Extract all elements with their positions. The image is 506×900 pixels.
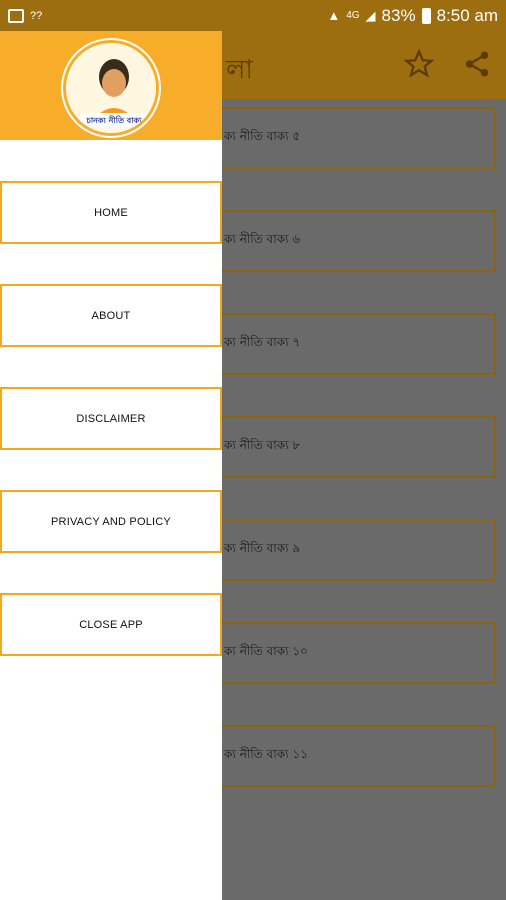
- chanakya-portrait-icon: [66, 43, 159, 136]
- menu-home-button[interactable]: HOME: [0, 181, 222, 244]
- list-item[interactable]: ক্য নীতি বাক্য ১০: [150, 622, 496, 684]
- list-item[interactable]: ক্য নীতি বাক্য ১১: [150, 725, 496, 787]
- signal-icon: ▲: [327, 8, 341, 23]
- list-item[interactable]: ক্য নীতি বাক্য ৫: [150, 107, 496, 169]
- menu-close-app-button[interactable]: CLOSE APP: [0, 593, 222, 656]
- status-bar: [0, 0, 506, 31]
- share-icon[interactable]: [462, 49, 492, 79]
- status-left-badge: ??: [30, 9, 43, 22]
- image-notification-icon: [8, 9, 24, 23]
- battery-icon: [422, 8, 431, 24]
- menu-about-button[interactable]: ABOUT: [0, 284, 222, 347]
- star-icon[interactable]: [404, 49, 434, 79]
- list-item[interactable]: ক্য নীতি বাক্য ৮: [150, 416, 496, 478]
- list-item[interactable]: ক্য নীতি বাক্য ৬: [150, 210, 496, 272]
- menu-privacy-policy-button[interactable]: PRIVACY AND POLICY: [0, 490, 222, 553]
- app-title: লা: [226, 55, 253, 85]
- battery-percent: 83%: [381, 5, 416, 25]
- app-logo: [63, 40, 159, 136]
- list-item[interactable]: ক্য নীতি বাক্য ৭: [150, 313, 496, 375]
- network-type: 4G: [346, 10, 360, 21]
- clock: 8:50 am: [436, 5, 498, 25]
- menu-disclaimer-button[interactable]: DISCLAIMER: [0, 387, 222, 450]
- wifi-signal-icon: ◢: [365, 7, 376, 23]
- navigation-drawer: [0, 31, 222, 900]
- svg-text:চানক্য নীতি বাক্য: চানক্য নীতি বাক্য: [86, 116, 142, 125]
- list-item[interactable]: ক্য নীতি বাক্য ৯: [150, 519, 496, 581]
- drawer-header: [0, 31, 222, 140]
